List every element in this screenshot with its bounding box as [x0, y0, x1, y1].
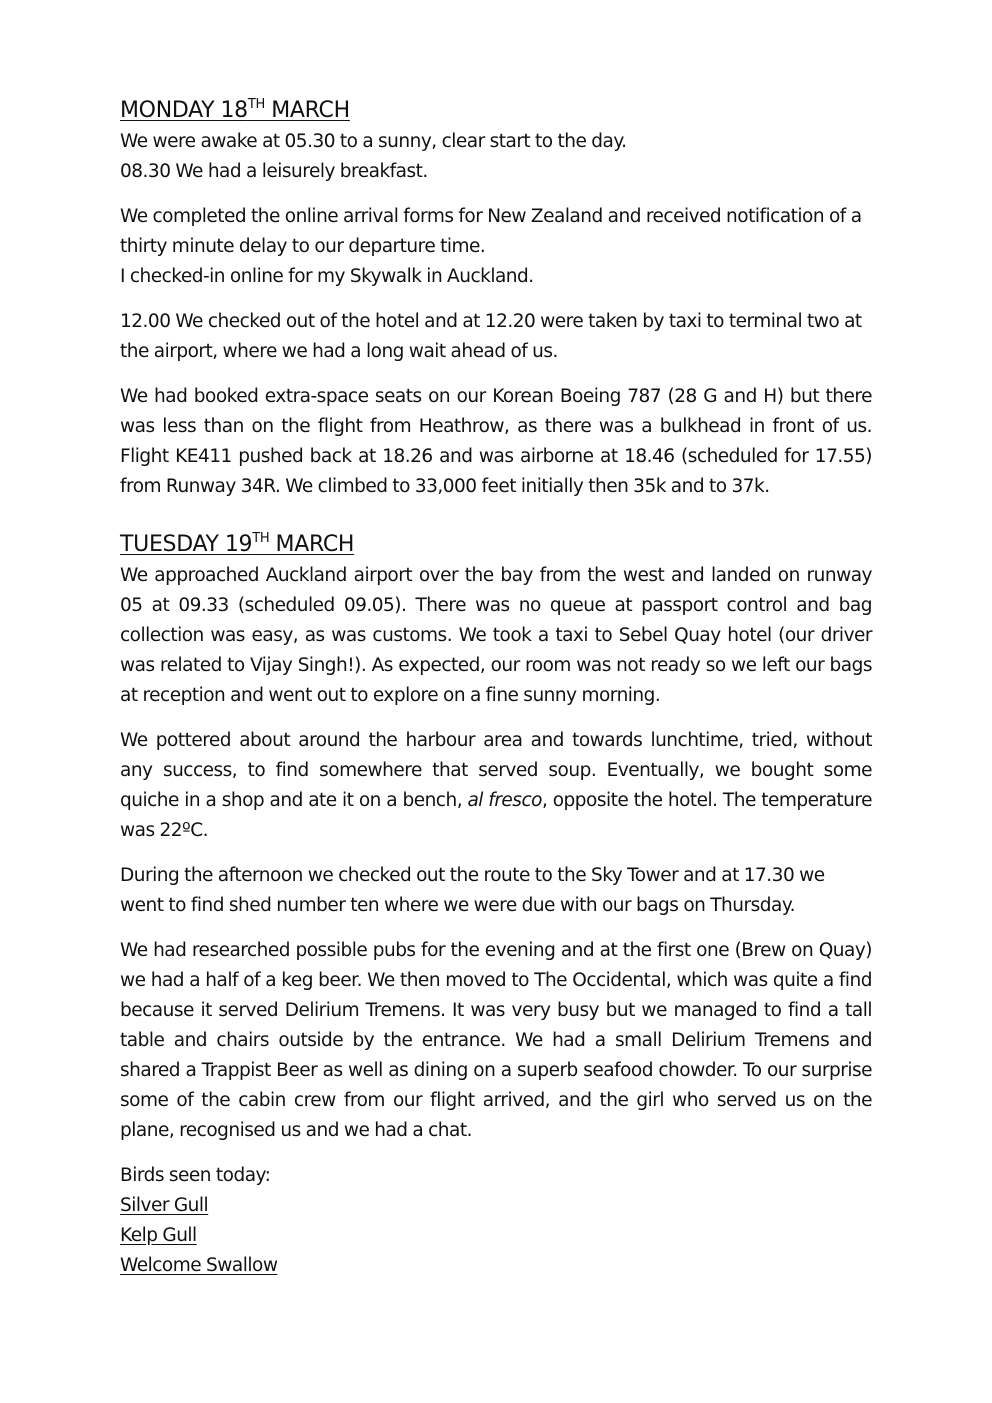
bird-item: Kelp Gull: [120, 1225, 197, 1246]
day1-paragraph-2: 08.30 We had a leisurely breakfast.: [120, 161, 428, 182]
birds-list: [120, 1161, 872, 1281]
section-spacer: [120, 517, 872, 529]
day1-paragraph-6: We had booked extra-space seats on our Korean Boeing 787 (28 G and H) but there was less than on the flight from Heathrow, as there was a bulkhead in front of us. Flight KE411 pushed back at 18.26 and was airborne at 18.46 (scheduled for 17.55) from Runway 34R. We climbed to 33,000 feet initially then 35k and to 37k.: [120, 386, 872, 497]
day2-paragraph-4: We had researched possible pubs for the evening and at the first one (Brew on Quay) we had a half of a keg beer. We then moved to The Occidental, which was quite a find because it served Delirium Tremens. It was very busy but we managed to find a tall table and chairs outside by the entrance. We had a small Delirium Tremens and shared a Trappist Beer as well as dining on a superb seafood chowder. To our surprise some of the cabin crew from our flight arrived, and the girl who served us on the plane, recognised us and we had a chat.: [120, 940, 872, 1141]
bird-item: Silver Gull: [120, 1195, 209, 1216]
day1-paragraph-4: I checked-in online for my Skywalk in Auckland.: [120, 266, 534, 287]
day1-heading: MONDAY 18TH MARCH: [120, 97, 350, 123]
day1-paragraph-3: We completed the online arrival forms for New Zealand and received notification of a thirty minute delay to our departure time.: [120, 206, 862, 257]
day1-paragraph-1: We were awake at 05.30 to a sunny, clear start to the day.: [120, 131, 627, 152]
italic-phrase: al fresco: [467, 790, 542, 811]
bird-item: Welcome Swallow: [120, 1255, 278, 1276]
day2-paragraph-2: We pottered about around the harbour area and towards lunchtime, tried, without any success, to find somewhere that served soup. Eventually, we bought some quiche in a shop and ate it on a bench, al fresco, opposite the hotel. The temperature was 22ºC.: [120, 730, 872, 841]
day2-paragraph-1: We approached Auckland airport over the bay from the west and landed on runway 05 at 09.33 (scheduled 09.05). There was no queue at passport control and bag collection was easy, as was customs. We took a taxi to Sebel Quay hotel (our driver was related to Vijay Singh!). As expected, our room was not ready so we left our bags at reception and went out to explore on a fine sunny morning.: [120, 565, 872, 706]
day2-paragraph-3: During the afternoon we checked out the route to the Sky Tower and at 17.30 we went to find shed number ten where we were due with our bags on Thursday.: [120, 865, 825, 916]
page-content: [120, 95, 872, 1281]
birds-label: Birds seen today:: [120, 1165, 271, 1186]
day1-paragraph-5: 12.00 We checked out of the hotel and at 12.20 were taken by taxi to terminal two at the airport, where we had a long wait ahead of us.: [120, 311, 862, 362]
day2-heading: TUESDAY 19TH MARCH: [120, 531, 355, 557]
